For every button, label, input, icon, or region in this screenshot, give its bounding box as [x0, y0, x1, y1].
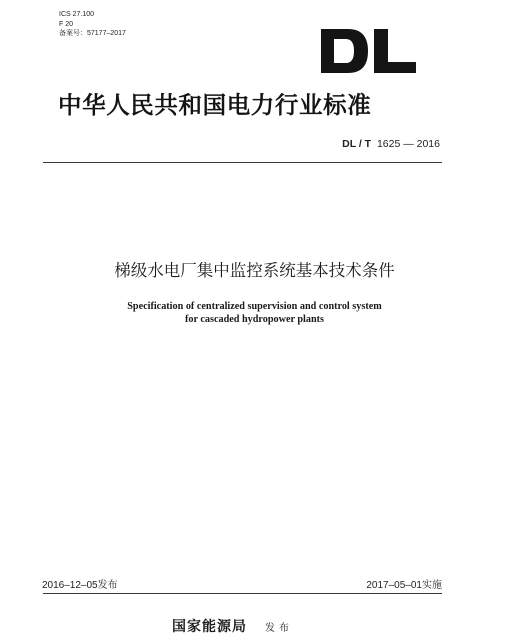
chinese-title: 梯级水电厂集中监控系统基本技术条件 [114, 261, 395, 280]
standard-code [300, 138, 440, 150]
english-title [40, 300, 469, 326]
standard-type-heading: 中华人民共和国电力行业标准 [58, 91, 372, 119]
english-title-line-1: Specification of centralized supervision and control system [127, 301, 382, 312]
publisher-name: 国家能源局 [172, 619, 247, 635]
standard-code-number: 1625 — 2016 [376, 138, 440, 150]
bottom-divider [43, 593, 442, 594]
top-divider [43, 162, 442, 163]
publisher [172, 616, 293, 636]
issue-date: 2016–12–05发布 [42, 580, 118, 591]
record-number: 备案号：57177–2017 [59, 30, 126, 37]
standard-code-prefix: DL / T [342, 138, 372, 150]
classification-code: F 20 [59, 20, 74, 28]
dl-logo-letter-l [374, 29, 416, 73]
dl-logo [318, 26, 418, 76]
classification-block [59, 10, 126, 39]
english-title-line-2: for cascaded hydropower plants [185, 314, 324, 325]
dl-logo-letter-d [321, 29, 368, 73]
implementation-date: 2017–05–01实施 [366, 580, 442, 591]
ics-code: ICS 27.100 [59, 11, 95, 18]
publisher-suffix: 发布 [265, 623, 293, 634]
